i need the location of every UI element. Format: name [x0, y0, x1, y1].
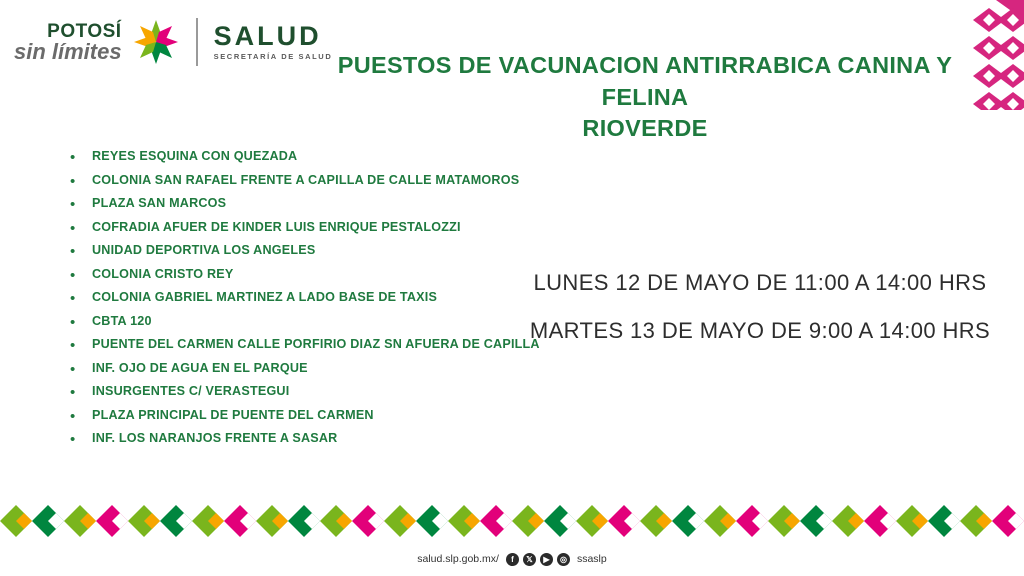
list-item — [70, 409, 590, 424]
bullet-icon: • — [70, 172, 76, 190]
schedule-line-tuesday: MARTES 13 DE MAYO DE 9:00 A 14:00 HRS — [529, 318, 991, 343]
bullet-icon: • — [70, 149, 76, 166]
logo-block — [14, 18, 332, 66]
bullet-icon: • — [70, 243, 76, 260]
list-item-label: INSURGENTES C/ VERASTEGUI — [92, 384, 290, 398]
bullet-icon: • — [70, 431, 76, 448]
list-item-label: INF. OJO DE AGUA EN EL PARQUE — [92, 360, 308, 375]
bullet-icon: • — [70, 407, 76, 425]
facebook-icon[interactable]: f — [506, 553, 519, 566]
list-item — [70, 221, 590, 236]
page-title-line-1: PUESTOS DE VACUNACION ANTIRRABICA CANINA Y FELINA — [337, 52, 953, 110]
potosi-line2: sin límites — [14, 38, 122, 64]
schedule-line-monday: LUNES 12 DE MAYO DE 11:00 A 14:00 HRS — [533, 270, 987, 295]
page-title — [300, 50, 990, 145]
list-item-label: COFRADIA AFUER DE KINDER LUIS ENRIQUE PESTALOZZI — [92, 219, 461, 234]
list-item-label: PLAZA SAN MARCOS — [92, 196, 227, 210]
list-item-label: PLAZA PRINCIPAL DE PUENTE DEL CARMEN — [92, 407, 374, 422]
bullet-icon: • — [70, 360, 76, 378]
list-item — [70, 385, 590, 400]
list-item — [70, 174, 590, 189]
slide-header — [0, 0, 1024, 142]
list-item — [70, 244, 590, 259]
potosi-star-icon — [132, 18, 180, 66]
list-item-label: COLONIA GABRIEL MARTINEZ A LADO BASE DE TAXIS — [92, 290, 438, 304]
list-item — [70, 432, 590, 447]
potosi-line1: POTOSÍ — [47, 20, 122, 42]
salud-title: SALUD — [213, 21, 322, 52]
salud-subtitle: SECRETARÍA DE SALUD — [213, 52, 333, 62]
youtube-icon[interactable]: ▶ — [540, 553, 553, 566]
instagram-icon[interactable]: ◎ — [557, 553, 570, 566]
bullet-icon: • — [70, 219, 76, 237]
list-item — [70, 150, 590, 165]
bullet-icon: • — [70, 266, 76, 284]
page-title-line-2: RIOVERDE — [582, 115, 708, 142]
list-item-label: PUENTE DEL CARMEN CALLE PORFIRIO DIAZ SN AFUERA DE CAPILLA — [92, 337, 540, 351]
bullet-icon: • — [70, 384, 76, 401]
footer-website-url[interactable]: salud.slp.gob.mx/ — [417, 553, 499, 565]
list-item-label: COLONIA CRISTO REY — [92, 266, 234, 281]
x-twitter-icon[interactable]: 𝕏 — [523, 553, 536, 566]
list-item-label: INF. LOS NARANJOS FRENTE A SASAR — [92, 431, 338, 445]
bullet-icon: • — [70, 290, 76, 307]
decorative-footer-pattern — [0, 500, 1024, 542]
bullet-icon: • — [70, 196, 76, 213]
list-item-label: UNIDAD DEPORTIVA LOS ANGELES — [92, 243, 316, 257]
potosi-wordmark — [14, 22, 122, 63]
list-item-label: CBTA 120 — [92, 313, 152, 328]
decorative-corner-pattern — [969, 0, 1024, 110]
social-icons — [506, 553, 570, 566]
schedule-block — [510, 270, 1010, 366]
list-item-label: REYES ESQUINA CON QUEZADA — [92, 149, 298, 163]
footer-bar — [0, 542, 1024, 576]
list-item — [70, 197, 590, 212]
logo-divider — [196, 18, 198, 66]
list-item-label: COLONIA SAN RAFAEL FRENTE A CAPILLA DE CALLE MATAMOROS — [92, 172, 520, 187]
bullet-icon: • — [70, 313, 76, 331]
bullet-icon: • — [70, 337, 76, 354]
footer-social-handle: ssaslp — [576, 553, 607, 565]
